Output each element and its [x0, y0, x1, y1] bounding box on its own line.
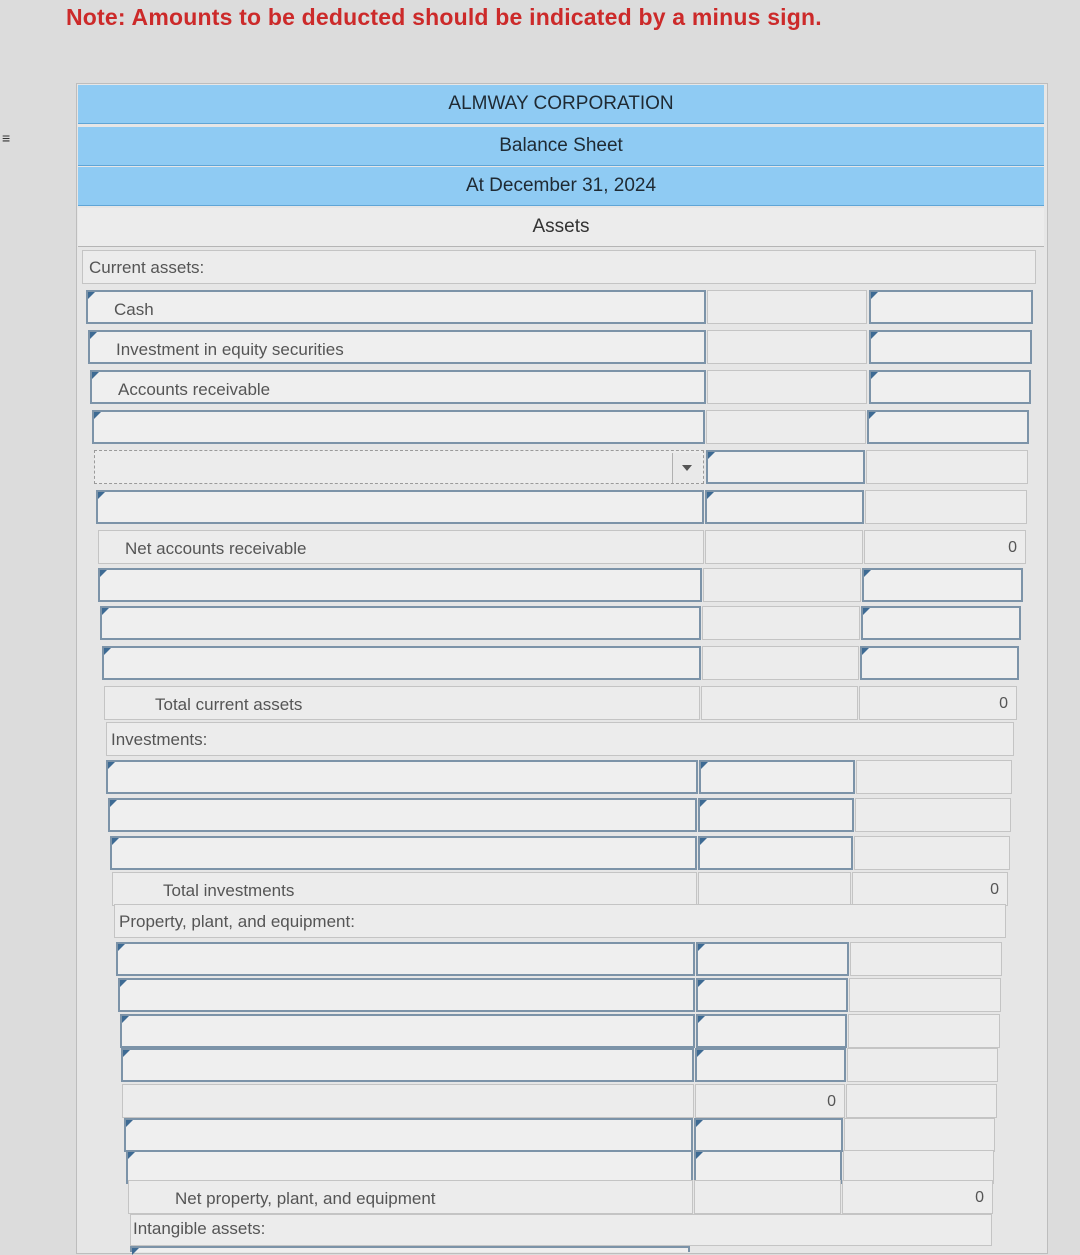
side-scroll-indicator: ≡	[2, 130, 11, 146]
accounts-receivable-label-field[interactable]	[90, 370, 706, 404]
net-ppe-col2	[842, 1180, 993, 1214]
net-ppe-label: Net property, plant, and equipment	[175, 1189, 436, 1208]
ppe-label-1[interactable]	[116, 942, 695, 976]
investment-col1-2[interactable]	[698, 798, 854, 832]
ppe-label: Property, plant, and equipment:	[119, 912, 355, 931]
table-row	[0, 870, 1080, 906]
table-row	[0, 1178, 1080, 1214]
statement-title: Balance Sheet	[78, 127, 1044, 166]
allowance-amount-col2[interactable]	[866, 450, 1028, 484]
current-extra-label-2[interactable]	[100, 606, 701, 640]
current-extra-label-3[interactable]	[102, 646, 701, 680]
table-row	[0, 448, 1080, 484]
intangible-label-1[interactable]	[130, 1246, 690, 1252]
total-investments-value: 0	[990, 881, 999, 898]
company-name: ALMWAY CORPORATION	[78, 85, 1044, 124]
current-extra-col1-3[interactable]	[702, 646, 859, 680]
investments-label: Investments:	[111, 730, 208, 749]
current-assets-label: Current assets:	[89, 258, 205, 277]
statement-date: At December 31, 2024	[78, 167, 1044, 206]
investment-label-1[interactable]	[106, 760, 698, 794]
table-row	[0, 488, 1080, 524]
total-investments-label: Total investments	[163, 881, 295, 900]
table-row	[0, 408, 1080, 444]
total-current-assets-value: 0	[999, 695, 1008, 712]
table-row	[0, 1116, 1080, 1152]
net-accounts-receivable-col1	[705, 530, 863, 564]
net-ppe-value: 0	[975, 1189, 984, 1206]
investments-heading	[106, 722, 1014, 756]
ppe-label-5[interactable]	[124, 1118, 693, 1152]
ppe-col1-1[interactable]	[696, 942, 849, 976]
table-row	[0, 288, 1080, 324]
table-row	[0, 328, 1080, 364]
ppe-label-4[interactable]	[121, 1048, 694, 1082]
ppe-col2-2[interactable]	[849, 978, 1001, 1012]
blank-label-field-2[interactable]	[96, 490, 704, 524]
current-extra-col2-3[interactable]	[860, 646, 1019, 680]
investment-label-3[interactable]	[110, 836, 697, 870]
blank-amount-col2[interactable]	[867, 410, 1029, 444]
chevron-down-icon[interactable]	[672, 453, 701, 483]
table-row	[0, 566, 1080, 602]
allowance-select[interactable]	[94, 450, 704, 484]
ppe-col1-5[interactable]	[694, 1118, 843, 1152]
net-ppe-col1	[694, 1180, 841, 1214]
investment-col2-3[interactable]	[854, 836, 1010, 870]
cash-label: Cash	[114, 300, 154, 319]
equity-securities-label-field[interactable]	[88, 330, 706, 364]
ppe-col1-2[interactable]	[696, 978, 848, 1012]
intangible-assets-label: Intangible assets:	[133, 1219, 266, 1238]
instruction-note: Note: Amounts to be deducted should be indicated by a minus sign.	[66, 4, 822, 30]
accounts-receivable-amount-col1[interactable]	[707, 370, 867, 404]
table-row	[0, 644, 1080, 680]
investment-col1-3[interactable]	[698, 836, 853, 870]
allowance-amount-col1[interactable]	[706, 450, 865, 484]
total-investments-row	[112, 872, 697, 906]
net-accounts-receivable-label: Net accounts receivable	[125, 539, 307, 558]
ppe-col1-3[interactable]	[696, 1014, 847, 1048]
net-accounts-receivable-value: 0	[1008, 539, 1017, 556]
cash-amount-col1[interactable]	[707, 290, 867, 324]
ppe-col1-4[interactable]	[695, 1048, 846, 1082]
blank-label-field[interactable]	[92, 410, 705, 444]
table-row	[0, 976, 1080, 1012]
table-row	[0, 796, 1080, 832]
blank-amount-col2-2[interactable]	[865, 490, 1027, 524]
total-current-assets-col1	[701, 686, 858, 720]
net-accounts-receivable-row	[98, 530, 704, 564]
table-row	[0, 1046, 1080, 1082]
total-investments-col1	[698, 872, 851, 906]
current-extra-col2-2[interactable]	[861, 606, 1021, 640]
current-extra-col2-1[interactable]	[862, 568, 1023, 602]
equity-securities-amount-col1[interactable]	[707, 330, 867, 364]
table-row	[0, 940, 1080, 976]
ppe-col2-1[interactable]	[850, 942, 1002, 976]
ppe-subtotal-value: 0	[827, 1093, 836, 1110]
net-accounts-receivable-col2	[864, 530, 1026, 564]
ppe-label-3[interactable]	[120, 1014, 695, 1048]
table-row	[0, 1012, 1080, 1048]
ppe-subtotal-label	[122, 1084, 694, 1118]
table-row	[0, 528, 1080, 564]
ppe-subtotal-col1	[695, 1084, 845, 1118]
total-current-assets-label: Total current assets	[155, 695, 303, 714]
equity-securities-amount-col2[interactable]	[869, 330, 1032, 364]
blank-amount-col1-2[interactable]	[705, 490, 864, 524]
accounts-receivable-label: Accounts receivable	[118, 380, 271, 399]
current-assets-heading	[82, 250, 1036, 284]
total-investments-col2	[852, 872, 1008, 906]
investment-col1-1[interactable]	[699, 760, 855, 794]
equity-securities-label: Investment in equity securities	[116, 340, 344, 359]
ppe-subtotal-col2	[846, 1084, 997, 1118]
cash-label-field[interactable]	[86, 290, 706, 324]
table-row	[0, 758, 1080, 794]
current-extra-col1-1[interactable]	[703, 568, 861, 602]
accounts-receivable-amount-col2[interactable]	[869, 370, 1031, 404]
investment-col2-2[interactable]	[855, 798, 1011, 832]
ppe-label-2[interactable]	[118, 978, 695, 1012]
net-ppe-row	[128, 1180, 693, 1214]
total-current-assets-col2	[859, 686, 1017, 720]
table-row	[0, 684, 1080, 720]
assets-heading: Assets	[78, 208, 1044, 247]
ppe-col2-3[interactable]	[848, 1014, 1000, 1048]
investment-label-2[interactable]	[108, 798, 697, 832]
ppe-heading	[114, 904, 1006, 938]
current-extra-col1-2[interactable]	[702, 606, 860, 640]
intangible-assets-heading	[130, 1214, 992, 1246]
ppe-col2-5[interactable]	[844, 1118, 995, 1152]
table-row	[0, 368, 1080, 404]
cash-amount-col2[interactable]	[869, 290, 1033, 324]
total-current-assets-row	[104, 686, 700, 720]
table-row	[0, 1082, 1080, 1118]
table-row	[0, 604, 1080, 640]
current-extra-label-1[interactable]	[98, 568, 702, 602]
ppe-col2-4[interactable]	[847, 1048, 998, 1082]
investment-col2-1[interactable]	[856, 760, 1012, 794]
table-row	[0, 834, 1080, 870]
blank-amount-col1[interactable]	[706, 410, 866, 444]
